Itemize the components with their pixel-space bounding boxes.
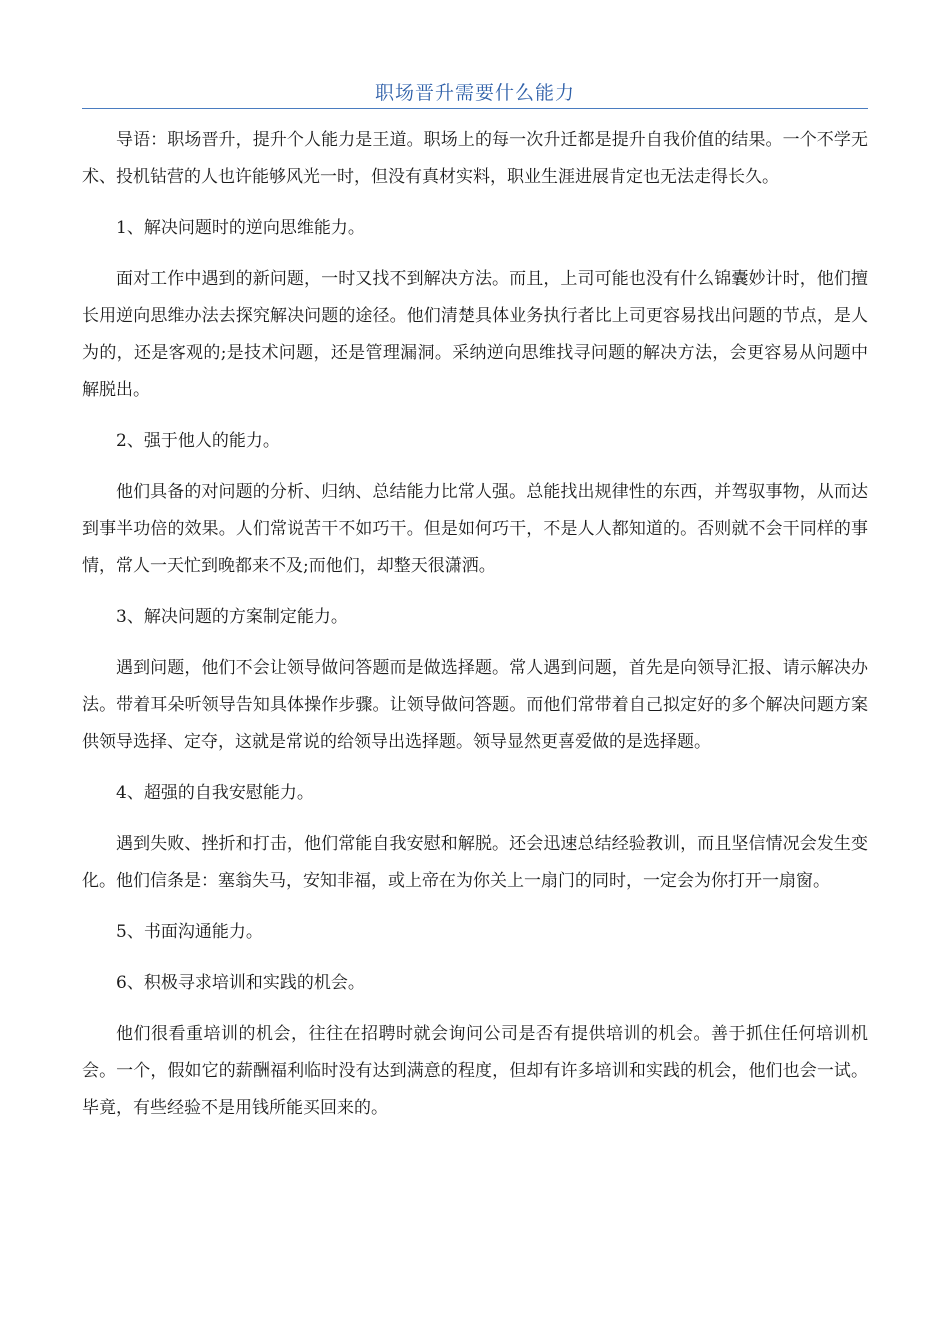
section-paragraph-2: 他们具备的对问题的分析、归纳、总结能力比常人强。总能找出规律性的东西，并驾驭事物，从而达到事半功倍的效果。人们常说苦干不如巧干。但是如何巧干，不是人人都知道的。否则就不会干同样的事情，常人一天忙到晚都来不及;而他们，却整天很潇洒。 [82, 482, 868, 576]
section-paragraph-4: 遇到失败、挫折和打击，他们常能自我安慰和解脱。还会迅速总结经验教训，而且坚信情况会发生变化。他们信条是：塞翁失马，安知非福，或上帝在为你关上一扇门的同时，一定会为你打开一扇窗。 [82, 834, 868, 891]
section-heading-4: 4、超强的自我安慰能力。 [116, 783, 314, 803]
section-paragraph-1: 面对工作中遇到的新问题，一时又找不到解决方法。而且，上司可能也没有什么锦囊妙计时，他们擅长用逆向思维办法去探究解决问题的途径。他们清楚具体业务执行者比上司更容易找出问题的节点，是人为的，还是客观的;是技术问题，还是管理漏洞。采纳逆向思维找寻问题的解决方法，会更容易从问题中解脱出。 [82, 269, 868, 400]
section-heading-1: 1、解决问题时的逆向思维能力。 [116, 218, 365, 238]
section-heading-6: 6、积极寻求培训和实践的机会。 [116, 973, 365, 993]
section-paragraph-6: 他们很看重培训的机会，往往在招聘时就会询问公司是否有提供培训的机会。善于抓住任何培训机会。一个，假如它的薪酬福利临时没有达到满意的程度，但却有许多培训和实践的机会，他们也会一试。毕竟，有些经验不是用钱所能买回来的。 [82, 1024, 868, 1118]
section-heading-2: 2、强于他人的能力。 [116, 431, 280, 451]
title-divider [82, 108, 868, 109]
page-title: 职场晋升需要什么能力 [374, 82, 575, 104]
document-body [82, 122, 868, 1141]
section-paragraph-3: 遇到问题，他们不会让领导做问答题而是做选择题。常人遇到问题，首先是向领导汇报、请示解决办法。带着耳朵听领导告知具体操作步骤。让领导做问答题。而他们常带着自己拟定好的多个解决问题方案供领导选择、定夺，这就是常说的给领导出选择题。领导显然更喜爱做的是选择题。 [82, 658, 868, 752]
section-heading-3: 3、解决问题的方案制定能力。 [116, 607, 348, 627]
intro-paragraph: 导语：职场晋升，提升个人能力是王道。职场上的每一次升迁都是提升自我价值的结果。一个不学无术、投机钻营的人也许能够风光一时，但没有真材实料，职业生涯进展肯定也无法走得长久。 [82, 130, 868, 187]
section-heading-5: 5、书面沟通能力。 [116, 922, 263, 942]
